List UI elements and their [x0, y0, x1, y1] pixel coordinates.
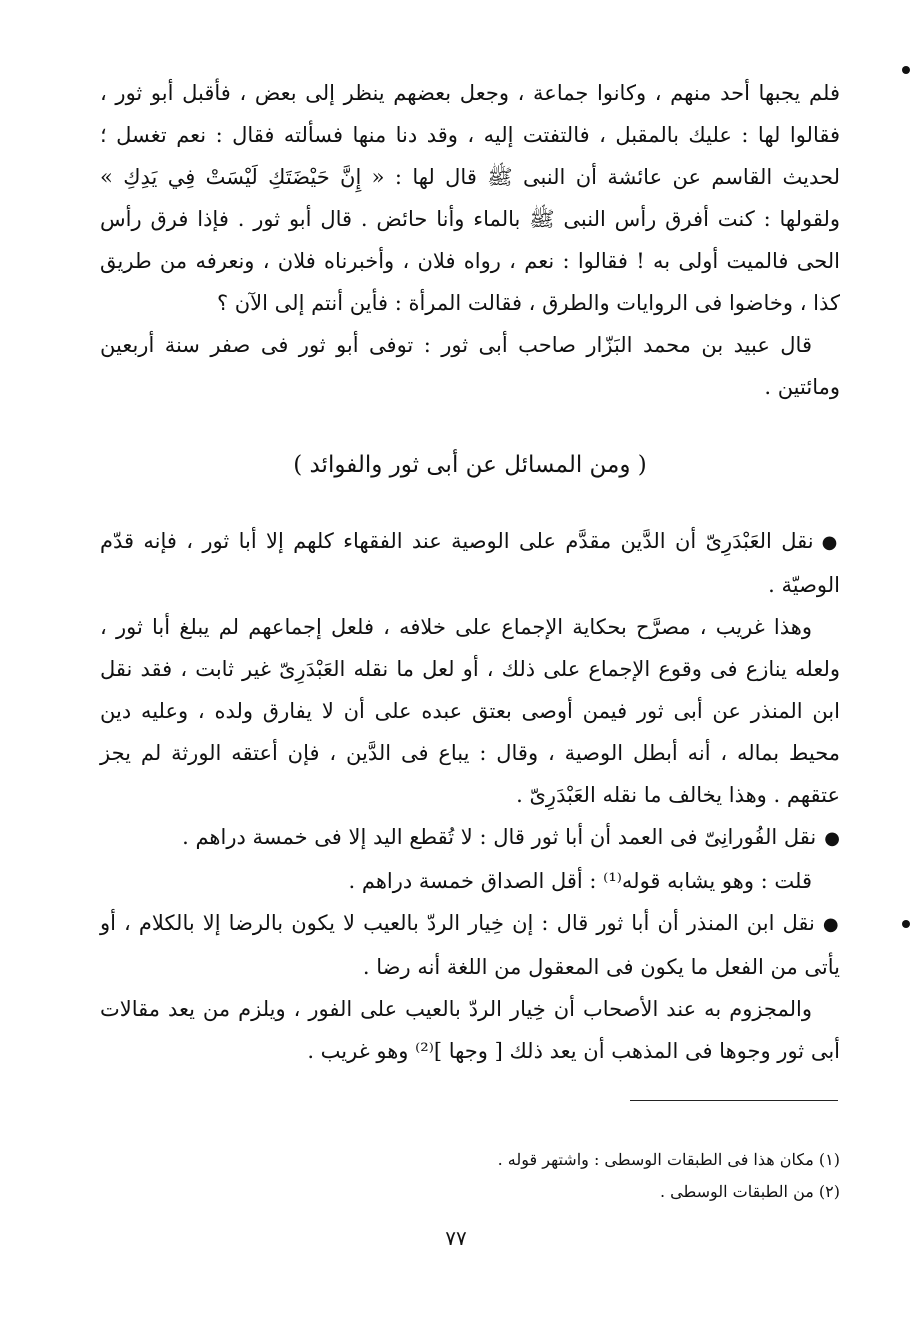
margin-mark-top: [902, 66, 910, 74]
paragraph-intro: فلم يجبها أحد منهم ، وكانوا جماعة ، وجعل بعضهم ينظر إلى بعض ، فأقبل أبو ثور ، فقالوا لها : عليك بالمقبل ، فالتفتت إليه ، وقد دنا منها فسألته فقال : نعم تغسل ؛ لحديث القاسم عن عائشة أن النبى ﷺ قال لها : « إِنَّ حَيْضَتَكِ لَيْسَتْ فِي يَدِكِ » ولقولها : كنت أفرق رأس النبى ﷺ بالماء وأنا حائض . قال أبو ثور . فإذا فرق رأس الحى فالميت أولى به ! فقالوا : نعم ، رواه فلان ، وأخبرناه فلان ، ونعرفه من طريق كذا ، وخاضوا فى الروايات والطرق ، فقالت المرأة : فأين أنتم إلى الآن ؟: [100, 81, 840, 315]
footnotes: [100, 1144, 840, 1208]
footnote-2: (٢) من الطبقات الوسطى .: [659, 1182, 840, 1201]
margin-mark-middle: [902, 920, 910, 928]
paragraph-furani: ● نقل الفُورانِىّ فى العمد أن أبا ثور قال : لا تُقطع اليد إلا فى خمسة دراهم .: [100, 816, 840, 860]
page-body: [100, 72, 840, 1072]
paragraph-death-date: قال عبيد بن محمد البَزّار صاحب أبى ثور : توفى أبو ثور فى صفر سنة أربعين ومائتين .: [100, 333, 840, 399]
paragraph-sadaq: قلت : وهو يشابه قوله⁽¹⁾ : أقل الصداق خمسة دراهم .: [348, 869, 812, 893]
footnote-1: (١) مكان هذا فى الطبقات الوسطى : واشتهر قوله .: [497, 1150, 840, 1169]
paragraph-abdari: ● نقل العَبْدَرِىّ أن الدَّين مقدَّم على الوصية عند الفقهاء كلهم إلا أبا ثور ، فإنه قدّم الوصيّة .: [100, 520, 840, 606]
paragraph-commentary: وهذا غريب ، مصرَّح بحكاية الإجماع على خلافه ، فلعل إجماعهم لم يبلغ أبا ثور ، ولعله ينازع فى وقوع الإجماع على ذلك ، أو لعل ما نقله العَبْدَرِىّ غير ثابت ، فقد نقل ابن المنذر عن أبى ثور فيمن أوصى بعتق عبده على أن لا يفارق ولده ، وعليه دين محيط بماله ، أنه أبطل الوصية ، وقال : يباع فى الدَّين ، فإن أعتقه الورثة لم يجز عتقهم . وهذا يخالف ما نقله العَبْدَرِىّ .: [100, 615, 840, 807]
paragraph-khiyar: والمجزوم به عند الأصحاب أن خِيار الردّ بالعيب على الفور ، ويلزم من يعد مقالات أبى ثور وجوها فى المذهب أن يعد ذلك [ وجها ]⁽²⁾ وهو غريب .: [100, 997, 840, 1063]
footnote-divider: [630, 1100, 838, 1101]
section-heading: ( ومن المسائل عن أبى ثور والفوائد ): [293, 452, 647, 478]
page-number: ٧٧: [445, 1226, 467, 1250]
paragraph-ibn-mundhir: ● نقل ابن المنذر أن أبا ثور قال : إن خِيار الردّ بالعيب لا يكون بالرضا إلا بالكلام ، أو يأتى من الفعل ما يكون فى المعقول من اللغة أنه رضا .: [100, 902, 840, 988]
